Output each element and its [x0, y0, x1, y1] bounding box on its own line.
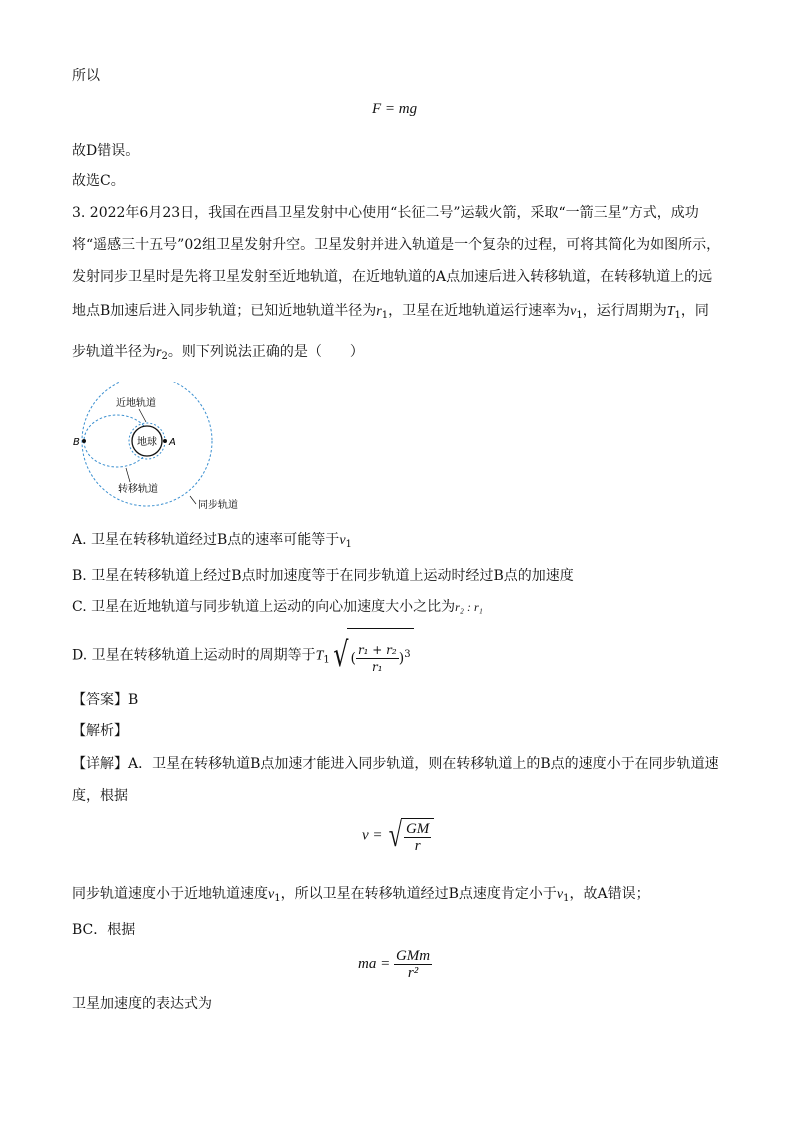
question-line-1: 3. 2022年6月23日，我国在西昌卫星发射中心使用“长征二号”运载火箭，采取“一箭三星”方式，成功 — [72, 205, 699, 221]
equation-f-mg: F = mg — [372, 101, 418, 117]
analysis-label: 【解析】 — [72, 723, 128, 739]
point-b-label: B — [73, 437, 80, 448]
detail-line-1: 【详解】A．卫星在转移轨道B点加速才能进入同步轨道，则在转移轨道上的B点的速度小于在同步轨道速 — [72, 756, 719, 772]
question-line-2: 将“遥感三十五号”02组卫星发射升空。卫星发射并进入轨道是一个复杂的过程，可将其简化为如图所示， — [72, 237, 721, 253]
answer-label: 【答案】B — [72, 692, 139, 708]
point-a-dot — [163, 439, 167, 443]
detail-line-3: 同步轨道速度小于近地轨道速度$v_1$，所以卫星在转移轨道经过B点速度肯定小于$v_1$，故A错误； — [72, 886, 650, 904]
period-sqrt: √ ( $\frac{\text{r₁ + r₂}}{\text{r₁}}$ )$^3$ — [330, 628, 414, 683]
text-last: 卫星加速度的表达式为 — [72, 996, 212, 1012]
earth-label: 地球 — [137, 437, 157, 448]
detail-line-2: 度，根据 — [72, 788, 128, 804]
equation-ma: ma = $\frac{\text{GMm}}{\text{r²}}$ — [358, 948, 431, 981]
point-a-label: A — [169, 437, 176, 448]
text-so: 所以 — [72, 68, 100, 84]
question-line-3: 发射同步卫星时是先将卫星发射至近地轨道，在近地轨道的A点加速后进入转移轨道，在转移轨道上的远 — [72, 269, 713, 285]
sync-orbit-label: 同步轨道 — [198, 500, 238, 511]
bc-label: BC．根据 — [72, 922, 136, 938]
orbit-figure — [66, 382, 256, 517]
option-d: D. 卫星在转移轨道上运动时的周期等于$T_1$ √ ( $\frac{\text{r₁ + r₂}}{\text{r₁}}$ )$^3$ — [72, 628, 414, 684]
near-orbit-label: 近地轨道 — [116, 398, 156, 409]
question-line-4: 地点B加速后进入同步轨道；已知近地轨道半径为$r_1$，卫星在近地轨道运行速率为$v_1$，运行周期为$T_1$，同 — [72, 303, 709, 321]
equation-v: v = √ $\frac{GM}{r}$ — [362, 818, 434, 854]
option-a: A. 卫星在转移轨道经过B点的速率可能等于$v_1$ — [72, 532, 352, 550]
point-b-dot — [82, 439, 86, 443]
text-choose-c: 故选C。 — [72, 173, 125, 189]
option-c: C. 卫星在近地轨道与同步轨道上运动的向心加速度大小之比为r₂ : r₁ — [72, 599, 483, 615]
text-d-wrong: 故D错误。 — [72, 143, 140, 159]
option-b: B. 卫星在转移轨道上经过B点时加速度等于在同步轨道上运动时经过B点的加速度 — [72, 568, 574, 584]
transfer-orbit-label: 转移轨道 — [118, 484, 158, 495]
question-line-5: 步轨道半径为$r_2$。则下列说法正确的是（ ） — [72, 344, 364, 362]
